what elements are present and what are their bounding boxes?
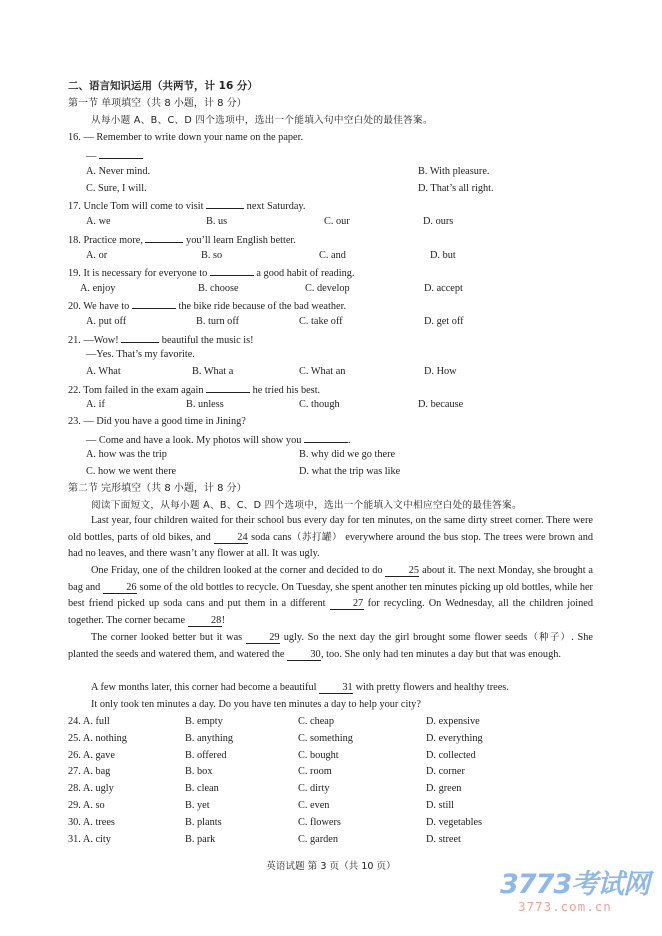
cloze-option: D. street xyxy=(426,833,461,845)
cloze-option: C. room xyxy=(298,766,332,778)
question-19-stem xyxy=(68,265,354,280)
option-19a: A. enjoy xyxy=(80,283,116,294)
stem-part: 20. We have to xyxy=(68,301,132,312)
option-18d: D. but xyxy=(430,250,456,261)
cloze-option: C. cheap xyxy=(298,716,335,727)
blank-25: 25 xyxy=(385,565,419,577)
cloze-option: C. even xyxy=(298,800,330,811)
option-17a: A. we xyxy=(86,216,111,227)
option-20b: B. turn off xyxy=(196,316,239,327)
text-run: Last year, four children waited for their school bus every day for ten minutes, on the same dirty street corner. There were old bottles, parts of old bikes, and xyxy=(68,515,593,543)
option-16b: B. With pleasure. xyxy=(418,166,490,177)
cloze-option: D. collected xyxy=(426,749,476,761)
answer-blank xyxy=(132,298,176,309)
answer-blank xyxy=(99,148,143,159)
option-20a: A. put off xyxy=(86,316,127,327)
stem-part: the bike ride because of the bad weather. xyxy=(175,301,347,312)
text-run: everywhere around the bus stop. The trees were brown and had no leaves, and there wasn’t any flower at all. It was ugly. xyxy=(68,531,593,560)
option-20c: C. take off xyxy=(299,316,343,327)
question-21-stem xyxy=(68,332,254,347)
stem-part: beautiful the music is! xyxy=(159,335,254,346)
cloze-option: D. corner xyxy=(426,766,465,778)
option-23d: D. what the trip was like xyxy=(299,466,401,477)
option-19b: B. choose xyxy=(198,283,239,294)
cloze-option: B. park xyxy=(185,833,216,845)
cloze-option: 25. A. nothing xyxy=(68,732,127,744)
reply-dash: — xyxy=(86,151,99,162)
cloze-paragraph-2 xyxy=(68,563,593,629)
cloze-option: D. still xyxy=(426,800,455,811)
question-16-reply xyxy=(86,148,143,163)
cloze-option: D. green xyxy=(426,783,462,795)
blank-29: 29 xyxy=(246,632,280,644)
cloze-option: C. bought xyxy=(298,749,339,761)
cloze-paragraph-4 xyxy=(68,680,593,697)
watermark-url: 3773.com.cn xyxy=(518,899,612,914)
stem-part: — Come and have a look. My photos will show you xyxy=(86,435,304,446)
cloze-option: D. vegetables xyxy=(426,816,483,828)
option-22b: B. unless xyxy=(186,399,224,410)
option-23a: A. how was the trip xyxy=(86,449,167,460)
option-23b: B. why did we go there xyxy=(299,449,396,460)
option-21c: C. What an xyxy=(299,366,346,377)
question-16-stem: 16. — Remember to write down your name on the paper. xyxy=(68,132,304,143)
answer-blank xyxy=(206,198,244,209)
cloze-option: B. offered xyxy=(185,749,227,761)
stem-part: next Saturday. xyxy=(244,201,306,212)
watermark-logo xyxy=(500,870,650,914)
cloze-option: B. empty xyxy=(185,716,223,727)
cloze-option: 26. A. gave xyxy=(68,749,115,761)
cloze-option: 31. A. city xyxy=(68,833,111,845)
text-run: A few months later, this corner had become a beautiful xyxy=(91,682,320,693)
text-run: about it. The next Monday, she brought a bag and xyxy=(68,565,593,593)
question-20-stem xyxy=(68,298,346,313)
blank-27: 27 xyxy=(330,598,364,610)
answer-blank xyxy=(304,432,348,443)
stem-part: . xyxy=(347,435,351,446)
cloze-option: 28. A. ugly xyxy=(68,783,114,795)
part1-title: 第一节 单项填空（共 8 小题，计 8 分） xyxy=(68,98,247,109)
option-16d: D. That’s all right. xyxy=(418,183,494,194)
text-run: . She planted the seeds and watered them, and watered the xyxy=(68,632,593,660)
cloze-option: 29. A. so xyxy=(68,800,105,811)
cloze-option: B. clean xyxy=(185,783,219,795)
cloze-option: D. expensive xyxy=(426,716,480,727)
option-21a: A. What xyxy=(86,366,121,377)
stem-part: you’ll learn English better. xyxy=(183,235,296,246)
text-run: （苏打罐） xyxy=(291,531,343,543)
part1-instruction: 从每小题 A、B、C、D 四个选项中，选出一个能填入句中空白处的最佳答案。 xyxy=(91,115,433,126)
cloze-option: 24. A. full xyxy=(68,716,110,727)
text-run: , too. She only had ten minutes a day but that was enough. xyxy=(321,648,561,660)
answer-blank xyxy=(145,232,183,243)
option-18a: A. or xyxy=(86,250,108,261)
stem-part: a good habit of reading. xyxy=(253,268,355,279)
watermark-brand: 3773考试网 xyxy=(500,869,650,900)
cloze-option: 30. A. trees xyxy=(68,816,115,828)
text-run: （种子） xyxy=(527,632,572,643)
option-16c: C. Sure, I will. xyxy=(86,183,147,194)
cloze-option: C. garden xyxy=(298,833,339,845)
cloze-paragraph-3 xyxy=(68,630,593,663)
question-21-reply: —Yes. That’s my favorite. xyxy=(86,349,195,360)
blank-28: 28 xyxy=(188,615,222,627)
cloze-paragraph-5: It only took ten minutes a day. Do you have ten minutes a day to help your city? xyxy=(91,699,421,710)
cloze-title: 第二节 完形填空（共 8 小题，计 8 分） xyxy=(68,483,247,494)
answer-blank xyxy=(121,332,159,343)
blank-30: 30 xyxy=(287,649,321,661)
text-run: with pretty flowers and healthy trees. xyxy=(353,682,509,693)
cloze-option: 27. A. bag xyxy=(68,766,111,778)
cloze-option: B. yet xyxy=(185,800,210,811)
cloze-option: B. box xyxy=(185,766,213,778)
option-22a: A. if xyxy=(86,399,105,410)
answer-blank xyxy=(210,265,254,276)
option-21d: D. How xyxy=(424,366,457,377)
text-run: ugly. So the next day the girl brought some flower seeds xyxy=(279,632,528,643)
option-21b: B. What a xyxy=(192,366,234,377)
option-22d: D. because xyxy=(418,399,464,410)
question-22-stem xyxy=(68,382,320,397)
stem-part: 21. —Wow! xyxy=(68,335,122,346)
text-run: for recycling. On Wednesday, all the children joined together. The corner became xyxy=(68,598,593,626)
option-16a: A. Never mind. xyxy=(86,166,151,177)
option-17d: D. ours xyxy=(423,216,454,227)
cloze-paragraph-1 xyxy=(68,513,593,563)
text-run: soda cans xyxy=(247,531,292,543)
answer-blank xyxy=(206,382,250,393)
question-17-stem xyxy=(68,198,305,213)
option-17c: C. our xyxy=(324,216,350,227)
stem-part: he tried his best. xyxy=(250,385,321,396)
option-22c: C. though xyxy=(299,399,340,410)
cloze-option: C. something xyxy=(298,732,353,744)
text-run: ! xyxy=(221,614,226,626)
stem-part: 17. Uncle Tom will come to visit xyxy=(68,201,207,212)
stem-part: 22. Tom failed in the exam again xyxy=(68,385,207,396)
option-19d: D. accept xyxy=(424,283,463,294)
question-23-reply xyxy=(86,432,351,447)
cloze-option: C. flowers xyxy=(298,816,341,828)
page-footer: 英语试题 第 3 页（共 10 页） xyxy=(266,861,396,872)
blank-24: 24 xyxy=(214,532,248,544)
section-title: 二、语言知识运用（共两节，计 16 分） xyxy=(68,80,258,92)
cloze-option: D. everything xyxy=(426,732,483,744)
question-23-stem: 23. — Did you have a good time in Jining? xyxy=(68,416,246,427)
option-18b: B. so xyxy=(201,250,223,261)
blank-31: 31 xyxy=(319,682,353,694)
cloze-option: B. anything xyxy=(185,732,234,744)
cloze-option: C. dirty xyxy=(298,783,330,795)
cloze-instruction: 阅读下面短文，从每小题 A、B、C、D 四个选项中，选出一个能填入文中相应空白处的最佳答案。 xyxy=(91,500,522,511)
option-19c: C. develop xyxy=(305,283,350,294)
text-run: The corner looked better but it was xyxy=(91,632,246,643)
stem-part: 19. It is necessary for everyone to xyxy=(68,268,210,279)
option-23c: C. how we went there xyxy=(86,466,177,477)
option-18c: C. and xyxy=(319,250,346,261)
option-20d: D. get off xyxy=(424,316,464,327)
blank-26: 26 xyxy=(103,582,137,594)
stem-part: 18. Practice more, xyxy=(68,235,146,246)
text-run: One Friday, one of the children looked at the corner and decided to do xyxy=(91,565,386,576)
question-18-stem xyxy=(68,232,296,247)
cloze-option: B. plants xyxy=(185,816,222,828)
option-17b: B. us xyxy=(206,216,228,227)
text-run: some of the old bottles to recycle. On Tuesday, she spent another ten minutes picking up old bottles, while her best friend picked up soda cans and put them in a different xyxy=(68,581,593,610)
